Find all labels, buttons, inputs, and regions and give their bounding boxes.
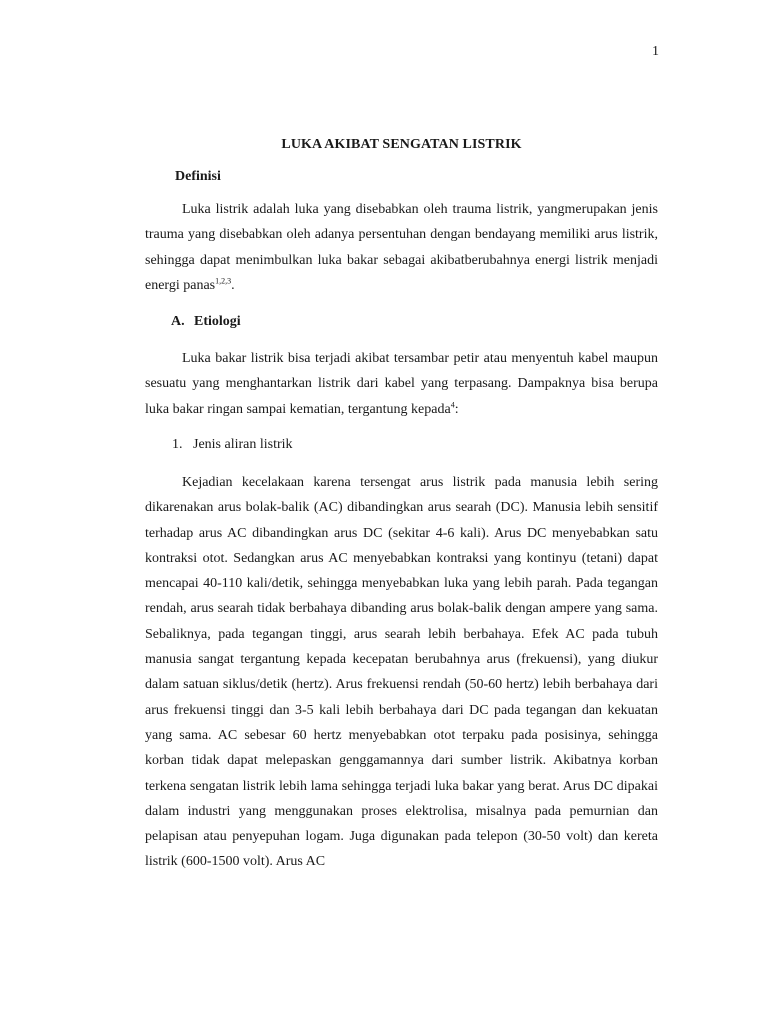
etiologi-citation: 4 — [450, 399, 455, 409]
etiologi-letter: A. — [171, 314, 185, 329]
list-item — [172, 437, 293, 453]
jenis-aliran-text: Kejadian kecelakaan karena tersengat arus listrik pada manusia lebih sering dikarenakan arus bolak-balik (AC) dibandingkan arus searah (DC). Manusia lebih sensitif terhadap arus AC dibandingkan arus DC (sekitar 4-6 kali). Arus DC menyebabkan satu kontraksi otot. Sedangkan arus AC menyebabkan kontraksi yang kontinyu (tetani) dapat mencapai 40-110 kali/detik, sehingga menyebabkan luka yang lebih parah. Pada tegangan rendah, arus searah tidak berbahaya dibanding arus bolak-balik dengan ampere yang sama. Sebaliknya, pada tegangan tinggi, arus searah lebih berbahaya. Efek AC pada tubuh manusia sangat tergantung kepada kecepatan berubahnya arus (frekuensi), yang diukur dalam satuan siklus/detik (hertz). Arus frekuensi rendah (50-60 hertz) lebih berbahaya dari arus frekuensi tinggi dan 3-5 kali lebih berbahaya dari DC pada tegangan dan kekuatan yang sama. AC sebesar 60 hertz menyebabkan otot terpaku pada posisinya, sehingga korban tidak dapat melepaskan genggamannya dari sumber listrik. Akibatnya korban terkena sengatan listrik lebih lama sehingga terjadi luka bakar yang berat. Arus DC dipakai dalam industri yang menggunakan proses elektrolisa, misalnya pada pemurnian dan pelapisan atau penyepuhan logam. Juga digunakan pada telepon (30-50 volt) dan kereta listrik (600-1500 volt). Arus AC — [145, 475, 658, 870]
document-title: LUKA AKIBAT SENGATAN LISTRIK — [281, 137, 522, 152]
definisi-end: . — [231, 277, 235, 293]
etiologi-title: Etiologi — [194, 314, 241, 329]
etiologi-heading — [171, 314, 241, 330]
list-item-number: 1. — [172, 437, 183, 452]
definisi-citation: 1,2,3 — [215, 276, 232, 286]
jenis-aliran-paragraph — [145, 470, 658, 875]
definisi-text: Luka listrik adalah luka yang disebabkan oleh trauma listrik, yangmerupakan jenis trauma yang disebabkan oleh adanya persentuhan dengan bendayang memiliki arus listrik, sehingga dapat menimbulkan luka bakar sebagai akibatberubahnya energi listrik menjadi energi panas — [145, 202, 658, 293]
list-item-label: Jenis aliran listrik — [193, 437, 293, 452]
definisi-heading: Definisi — [175, 169, 221, 184]
page-number: 1 — [652, 44, 659, 59]
definisi-paragraph — [145, 197, 658, 298]
etiologi-text: Luka bakar listrik bisa terjadi akibat tersambar petir atau menyentuh kabel maupun sesuatu yang menghantarkan listrik dari kabel yang terpasang. Dampaknya bisa berupa luka bakar ringan sampai kematian, tergantung kepada — [145, 351, 658, 417]
etiologi-paragraph — [145, 346, 658, 422]
etiologi-end: : — [454, 401, 459, 417]
